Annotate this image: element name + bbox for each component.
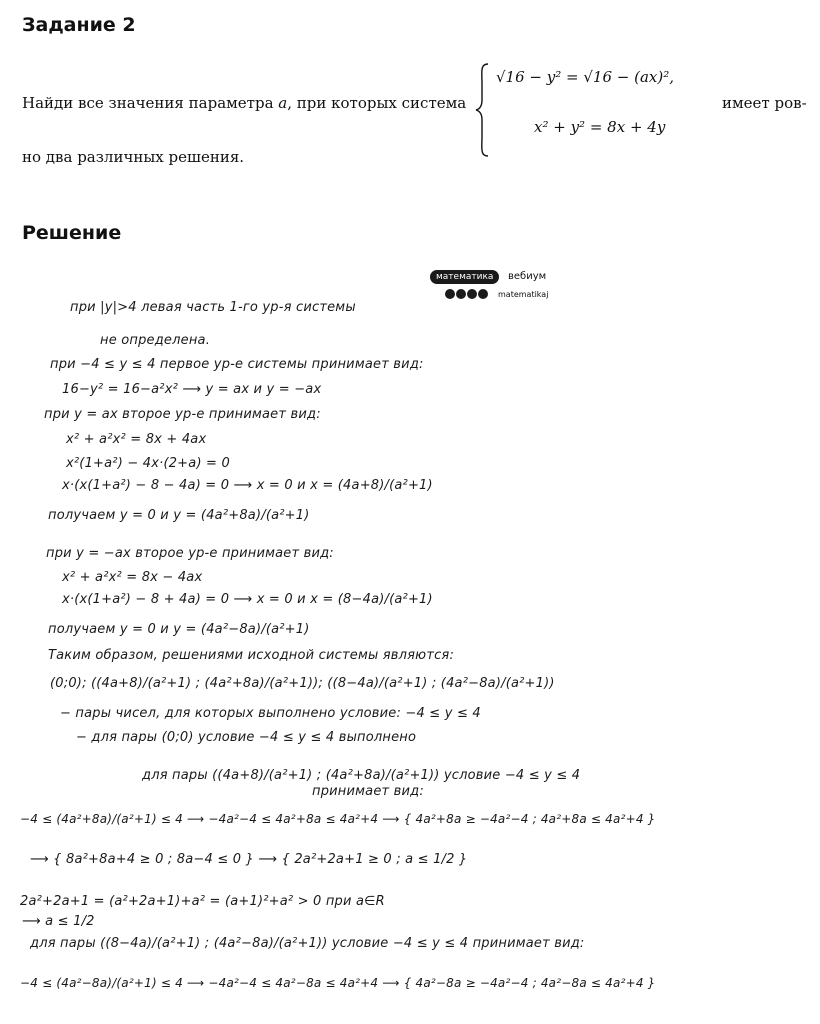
hw-line: x² + a²x² = 8x − 4ax bbox=[62, 570, 203, 585]
hw-line: x² + a²x² = 8x + 4ax bbox=[66, 432, 207, 447]
hw-line: Таким образом, решениями исходной системы являются: bbox=[48, 648, 455, 663]
hw-line: не определена. bbox=[100, 333, 211, 348]
problem-lead-after: , при которых система bbox=[287, 94, 467, 112]
hw-line: x²(1+a²) − 4x·(2+a) = 0 bbox=[66, 456, 230, 471]
hw-line: x·(x(1+a²) − 8 − 4a) = 0 ⟶ x = 0 и x = (4a+8)/(a²+1) bbox=[62, 478, 433, 493]
equation-system bbox=[474, 62, 704, 158]
problem-lead-text: Найди все значения параметра bbox=[22, 94, 279, 112]
hw-line: 16−y² = 16−a²x² ⟶ y = ax и y = −ax bbox=[62, 382, 322, 397]
logo-subtitle: matematikaj bbox=[498, 290, 549, 299]
hw-line: получаем y = 0 и y = (4a²−8a)/(a²+1) bbox=[48, 622, 310, 637]
problem-statement bbox=[22, 62, 807, 162]
param-variable: a bbox=[278, 94, 288, 112]
hw-line: 2a²+2a+1 = (a²+2a+1)+a² = (a+1)²+a² > 0 при a∈R bbox=[20, 894, 385, 909]
hw-line: при |y|>4 левая часть 1-го ур-я системы bbox=[70, 300, 356, 315]
hw-line: −4 ≤ (4a²+8a)/(a²+1) ≤ 4 ⟶ −4a²−4 ≤ 4a²+8a ≤ 4a²+4 ⟶ { 4a²+8a ≥ −4a²−4 ; 4a²+8a ≤ 4a²+4 } bbox=[20, 812, 656, 826]
hw-line: при −4 ≤ y ≤ 4 первое ур-е системы принимает вид: bbox=[50, 357, 424, 372]
hw-line: ⟶ { 8a²+8a+4 ≥ 0 ; 8a−4 ≤ 0 } ⟶ { 2a²+2a+1 ≥ 0 ; a ≤ 1/2 } bbox=[30, 852, 468, 867]
hw-line: − для пары (0;0) условие −4 ≤ y ≤ 4 выполнено bbox=[76, 730, 417, 745]
task-title: Задание 2 bbox=[22, 14, 136, 36]
hw-line: принимает вид: bbox=[312, 784, 424, 799]
hw-line: для пары ((4a+8)/(a²+1) ; (4a²+8a)/(a²+1)) условие −4 ≤ y ≤ 4 bbox=[142, 768, 581, 783]
hw-line: получаем y = 0 и y = (4a²+8a)/(a²+1) bbox=[48, 508, 310, 523]
system-equation-1: √16 − y² = √16 − (ax)², bbox=[496, 68, 674, 86]
hw-line: − пары чисел, для которых выполнено условие: −4 ≤ y ≤ 4 bbox=[60, 706, 481, 721]
problem-continuation: но два различных решения. bbox=[22, 148, 245, 166]
logo-badge: математика bbox=[430, 270, 499, 284]
system-equation-2: x² + y² = 8x + 4y bbox=[534, 118, 666, 136]
problem-lead bbox=[22, 94, 466, 112]
hw-line: x·(x(1+a²) − 8 + 4a) = 0 ⟶ x = 0 и x = (8−4a)/(a²+1) bbox=[62, 592, 433, 607]
hw-line: (0;0); ((4a+8)/(a²+1) ; (4a²+8a)/(a²+1)); ((8−4a)/(a²+1) ; (4a²−8a)/(a²+1)) bbox=[50, 676, 555, 691]
hw-line: −4 ≤ (4a²−8a)/(a²+1) ≤ 4 ⟶ −4a²−4 ≤ 4a²−8a ≤ 4a²+4 ⟶ { 4a²−8a ≥ −4a²−4 ; 4a²−8a ≤ 4a²+4 } bbox=[20, 976, 656, 990]
brand-logo bbox=[430, 270, 560, 310]
curly-brace-icon bbox=[474, 62, 492, 158]
logo-word: вебиум bbox=[508, 271, 547, 282]
solution-title: Решение bbox=[22, 222, 122, 244]
hw-line: при y = ax второе ур-е принимает вид: bbox=[44, 407, 321, 422]
logo-dots-icon bbox=[444, 288, 488, 300]
hw-line: для пары ((8−4a)/(a²+1) ; (4a²−8a)/(a²+1)) условие −4 ≤ y ≤ 4 принимает вид: bbox=[30, 936, 585, 951]
problem-tail: имеет ров- bbox=[722, 94, 807, 112]
hw-line: при y = −ax второе ур-е принимает вид: bbox=[46, 546, 334, 561]
hw-line: ⟶ a ≤ 1/2 bbox=[22, 914, 95, 929]
